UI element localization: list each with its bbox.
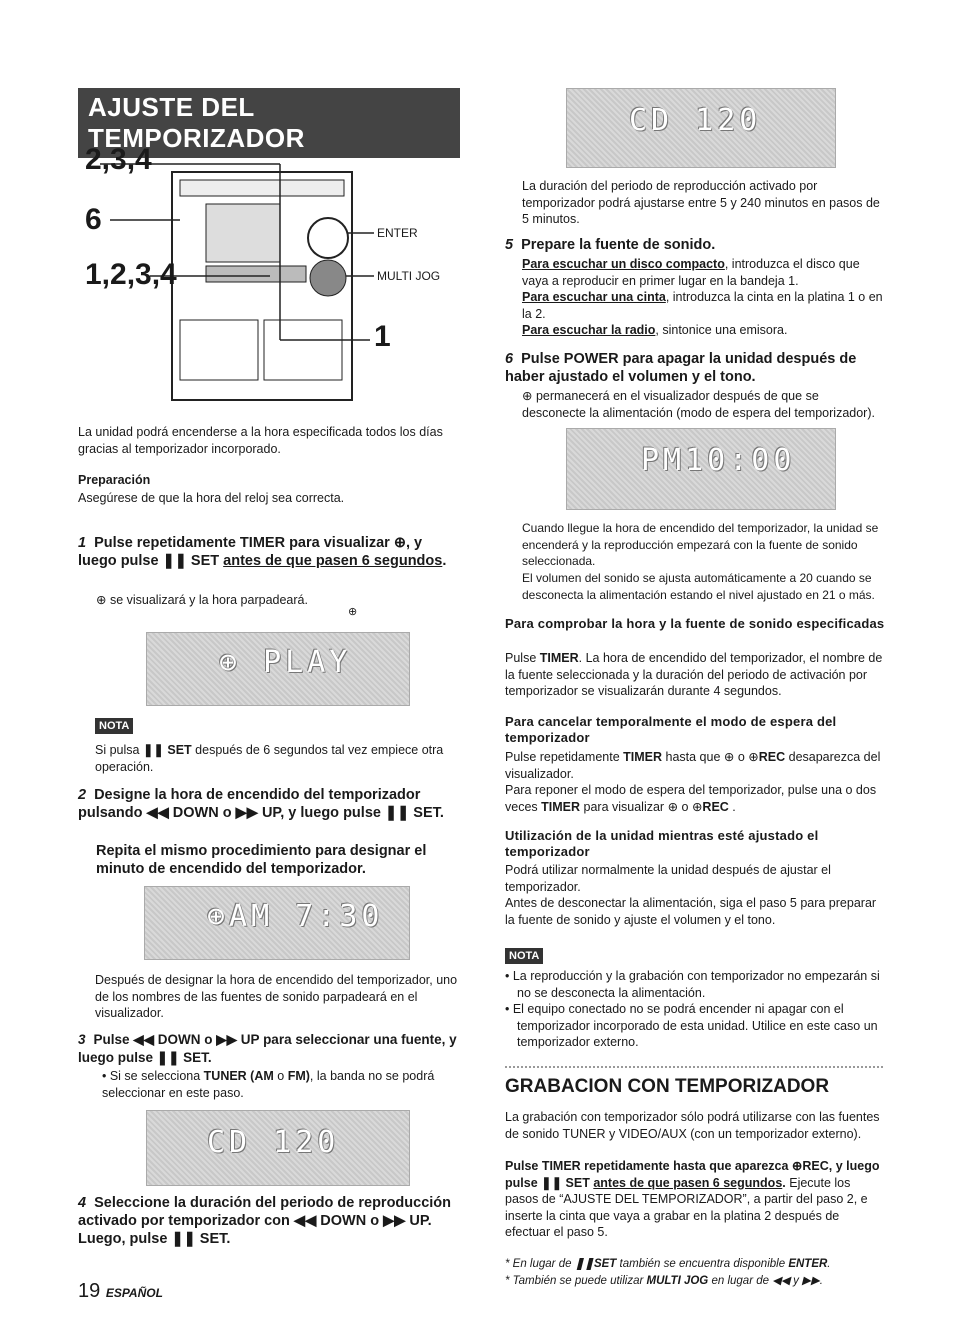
intro-text: La unidad podrá encenderse a la hora especificada todos los días gracias al temporizador incorporado. <box>78 425 443 456</box>
step1-note: ⊕ se visualizará y la hora parpadeará. <box>96 593 308 607</box>
check-heading: Para comprobar la hora y la fuente de sonido especificadas <box>505 616 885 631</box>
step3-bullet: • Si se selecciona TUNER (AM o FM), la banda no se podrá seleccionar en este paso. <box>102 1069 435 1100</box>
step5-heading: 5 Prepare la fuente de sonido. <box>505 237 716 253</box>
step3-heading: 3 Pulse ◀◀ DOWN o ▶▶ UP para seleccionar una fuente, y luego pulse ❚❚ SET. <box>78 1032 457 1065</box>
prep-text: Asegúrese de que la hora del reloj sea correcta. <box>78 491 345 505</box>
multi-jog-label: MULTI JOG <box>377 269 441 283</box>
nota1-text: Si pulsa ❚❚ SET después de 6 segundos tal vez empiece otra operación. <box>95 743 444 774</box>
prep-heading: Preparación <box>78 473 151 487</box>
step6-heading: 6 Pulse POWER para apagar la unidad después de haber ajustado el volumen y el tono. <box>505 351 857 385</box>
footnote-1: * En lugar de ❚❚SET también se encuentra disponible ENTER. <box>505 1258 831 1270</box>
callout-1: 1 <box>374 320 391 353</box>
volume-text: El volumen del sonido se ajusta automáticamente a 20 cuando se desconecta la alimentación estando el nivel ajustado en 21 o más. <box>522 571 875 602</box>
step5-text: Para escuchar un disco compacto, introduzca el disco que vaya a reproducir en primer lugar en la bandeja 1. Para escuchar una cinta, introduzca la cinta en la platina 1 o en la 2. Para escuchar la radio, sintonice una emisora. <box>522 257 883 337</box>
clock-indicator: ⊕ <box>348 606 358 618</box>
lcd-display: CD 120 <box>566 88 836 168</box>
use-heading: Utilización de la unidad mientras esté ajustado el temporizador <box>505 828 819 859</box>
step-number: 1 <box>78 535 87 551</box>
rec-heading: GRABACION CON TEMPORIZADOR <box>505 1076 830 1097</box>
footnote-2: * También se puede utilizar MULTI JOG en lugar de ◀◀ y ▶▶. <box>505 1275 823 1287</box>
callout-234: 2,3,4 <box>85 143 152 176</box>
lcd-display: CD 120 <box>146 1110 410 1186</box>
callout-6: 6 <box>85 203 102 236</box>
step2-repeat: Repita el mismo procedimiento para designar el minuto de encendido del temporizador. <box>96 843 427 877</box>
step1-heading: 1 Pulse repetidamente TIMER para visualizar ⊕, y luego pulse ❚❚ SET antes de que pasen 6 segundos. <box>78 535 447 569</box>
cancel-text: Pulse repetidamente TIMER hasta que ⊕ o ⊕REC desaparezca del visualizador. Para reponer el modo de espera del temporizador, pulse una o dos veces TIMER para visualizar ⊕ o ⊕REC . <box>505 750 881 814</box>
lcd-display: PM10:00 <box>566 428 836 510</box>
step2-after: Después de designar la hora de encendido del temporizador, uno de los nombres de las fuentes de sonido parpadeará en el visualizador. <box>95 973 458 1020</box>
duration-text: La duración del periodo de reproducción activado por temporizador podrá ajustarse entre 5 y 240 minutos en pasos de 5 minutos. <box>522 179 880 226</box>
section-title: AJUSTE DEL TEMPORIZADOR <box>78 88 460 158</box>
enter-label: ENTER <box>377 226 418 240</box>
callout-1234: 1,2,3,4 <box>85 258 177 291</box>
cancel-heading: Para cancelar temporalmente el modo de espera del temporizador <box>505 714 837 745</box>
use-text: Podrá utilizar normalmente la unidad después de ajustar el temporizador. Antes de desconectar la alimentación, siga el paso 5 para preparar la fuente de sonido y ajuste el volumen y el tono. <box>505 863 877 927</box>
check-text: Pulse TIMER. La hora de encendido del temporizador, el nombre de la fuente seleccionada y la duración del periodo de activación por temporizador se visualizarán durante 4 segundos. <box>505 651 883 698</box>
step2-heading: 2 Designe la hora de encendido del temporizador pulsando ◀◀ DOWN o ▶▶ UP, y luego pulse ❚❚ SET. <box>78 787 444 821</box>
step4-heading: 4 Seleccione la duración del periodo de reproducción activado por temporizador con ◀◀ DOWN o ▶▶ UP. Luego, pulse ❚❚ SET. <box>78 1195 452 1247</box>
arrive-text: Cuando llegue la hora de encendido del temporizador, la unidad se encenderá y la reproducción empezará con la fuente de sonido seleccionada. <box>522 521 879 568</box>
divider <box>505 1066 883 1068</box>
page-number: 19 ESPAÑOL <box>78 1280 163 1302</box>
rec-text: La grabación con temporizador sólo podrá utilizarse con las fuentes de sonido TUNER y VIDEO/AUX (con un temporizador externo). <box>505 1110 880 1141</box>
nota-badge: NOTA <box>95 718 133 734</box>
rec-instructions: Pulse TIMER repetidamente hasta que aparezca ⊕REC, y luego pulse ❚❚ SET antes de que pasen 6 segundos. Ejecute los pasos de “AJUSTE DEL TEMPORIZADOR”, a partir del paso 2, e inserte la cinta que vaya a grabar en la platina 2 después de efectuar el paso 5. <box>505 1159 880 1239</box>
lcd-display: ⊕AM 7:30 <box>144 886 410 960</box>
lcd-display: ⊕ PLAY <box>146 632 410 706</box>
nota-badge: NOTA <box>505 948 543 964</box>
nota2-text: • La reproducción y la grabación con temporizador no empezarán si no se desconecta la alimentación. • El equipo conectado no se podrá encender ni apagar con el temporizador incorporado de esta unidad. Utilice en este caso un temporizador externo. <box>505 969 880 1049</box>
step6-text: ⊕ permanecerá en el visualizador después de que se desconecte la alimentación (modo de espera del temporizador). <box>522 389 875 420</box>
